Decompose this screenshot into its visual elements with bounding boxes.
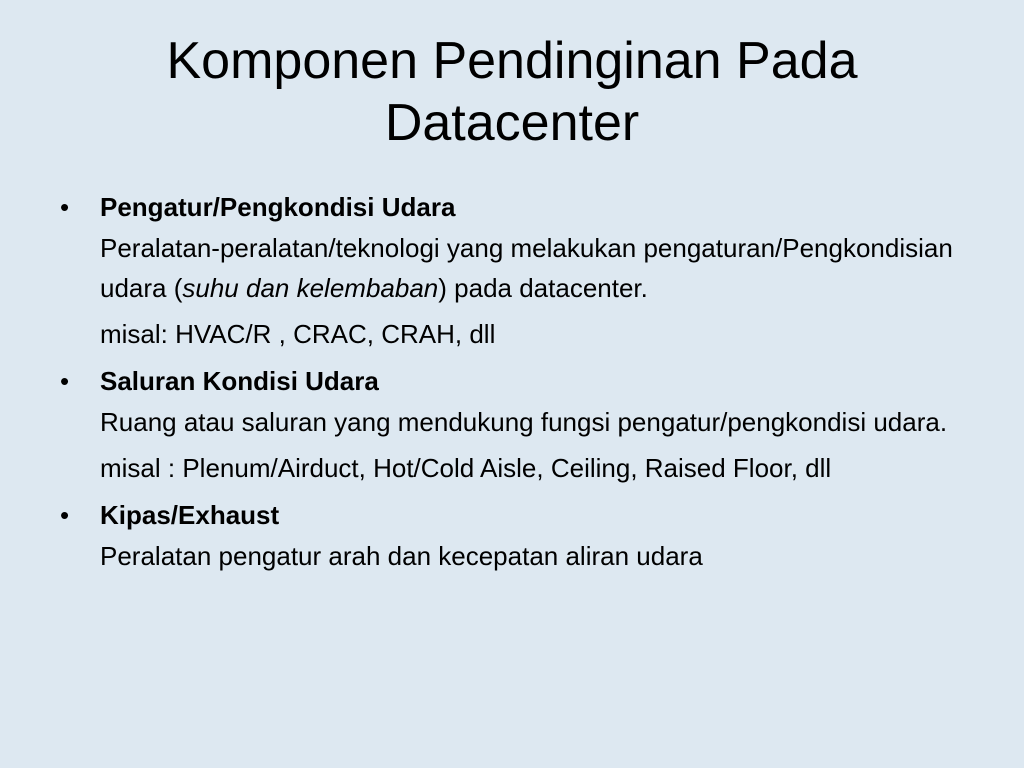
description-text: Peralatan-peralatan/teknologi yang melakukan pengaturan/Pengkondisian udara (	[100, 233, 953, 303]
slide-title-line-2: Datacenter	[384, 94, 640, 152]
item-example: misal : Plenum/Airduct, Hot/Cold Aisle, Ceiling, Raised Floor, dll	[100, 453, 832, 483]
bullet-item-air-conditioner	[60, 186, 960, 354]
bullet-item-fan-exhaust	[60, 494, 960, 576]
item-description: Peralatan pengatur arah dan kecepatan aliran udara	[100, 541, 703, 571]
bullet-icon: •	[60, 500, 70, 530]
item-heading: Pengatur/Pengkondisi Udara	[100, 192, 456, 222]
bullet-icon: •	[60, 192, 70, 222]
item-description	[100, 228, 960, 308]
item-heading: Saluran Kondisi Udara	[100, 366, 379, 396]
slide-title-line-1: Komponen Pendinginan Pada	[166, 32, 858, 90]
slide-content	[60, 186, 960, 582]
bullet-icon: •	[60, 366, 70, 396]
slide-title	[60, 30, 964, 154]
description-italic-text: suhu dan kelembaban	[182, 273, 439, 303]
item-example: misal: HVAC/R , CRAC, CRAH, dll	[100, 319, 496, 349]
bullet-item-air-duct	[60, 360, 960, 488]
item-description: Ruang atau saluran yang mendukung fungsi pengatur/pengkondisi udara.	[100, 407, 948, 437]
item-heading: Kipas/Exhaust	[100, 500, 280, 530]
description-text-end: ) pada datacenter.	[438, 273, 648, 303]
